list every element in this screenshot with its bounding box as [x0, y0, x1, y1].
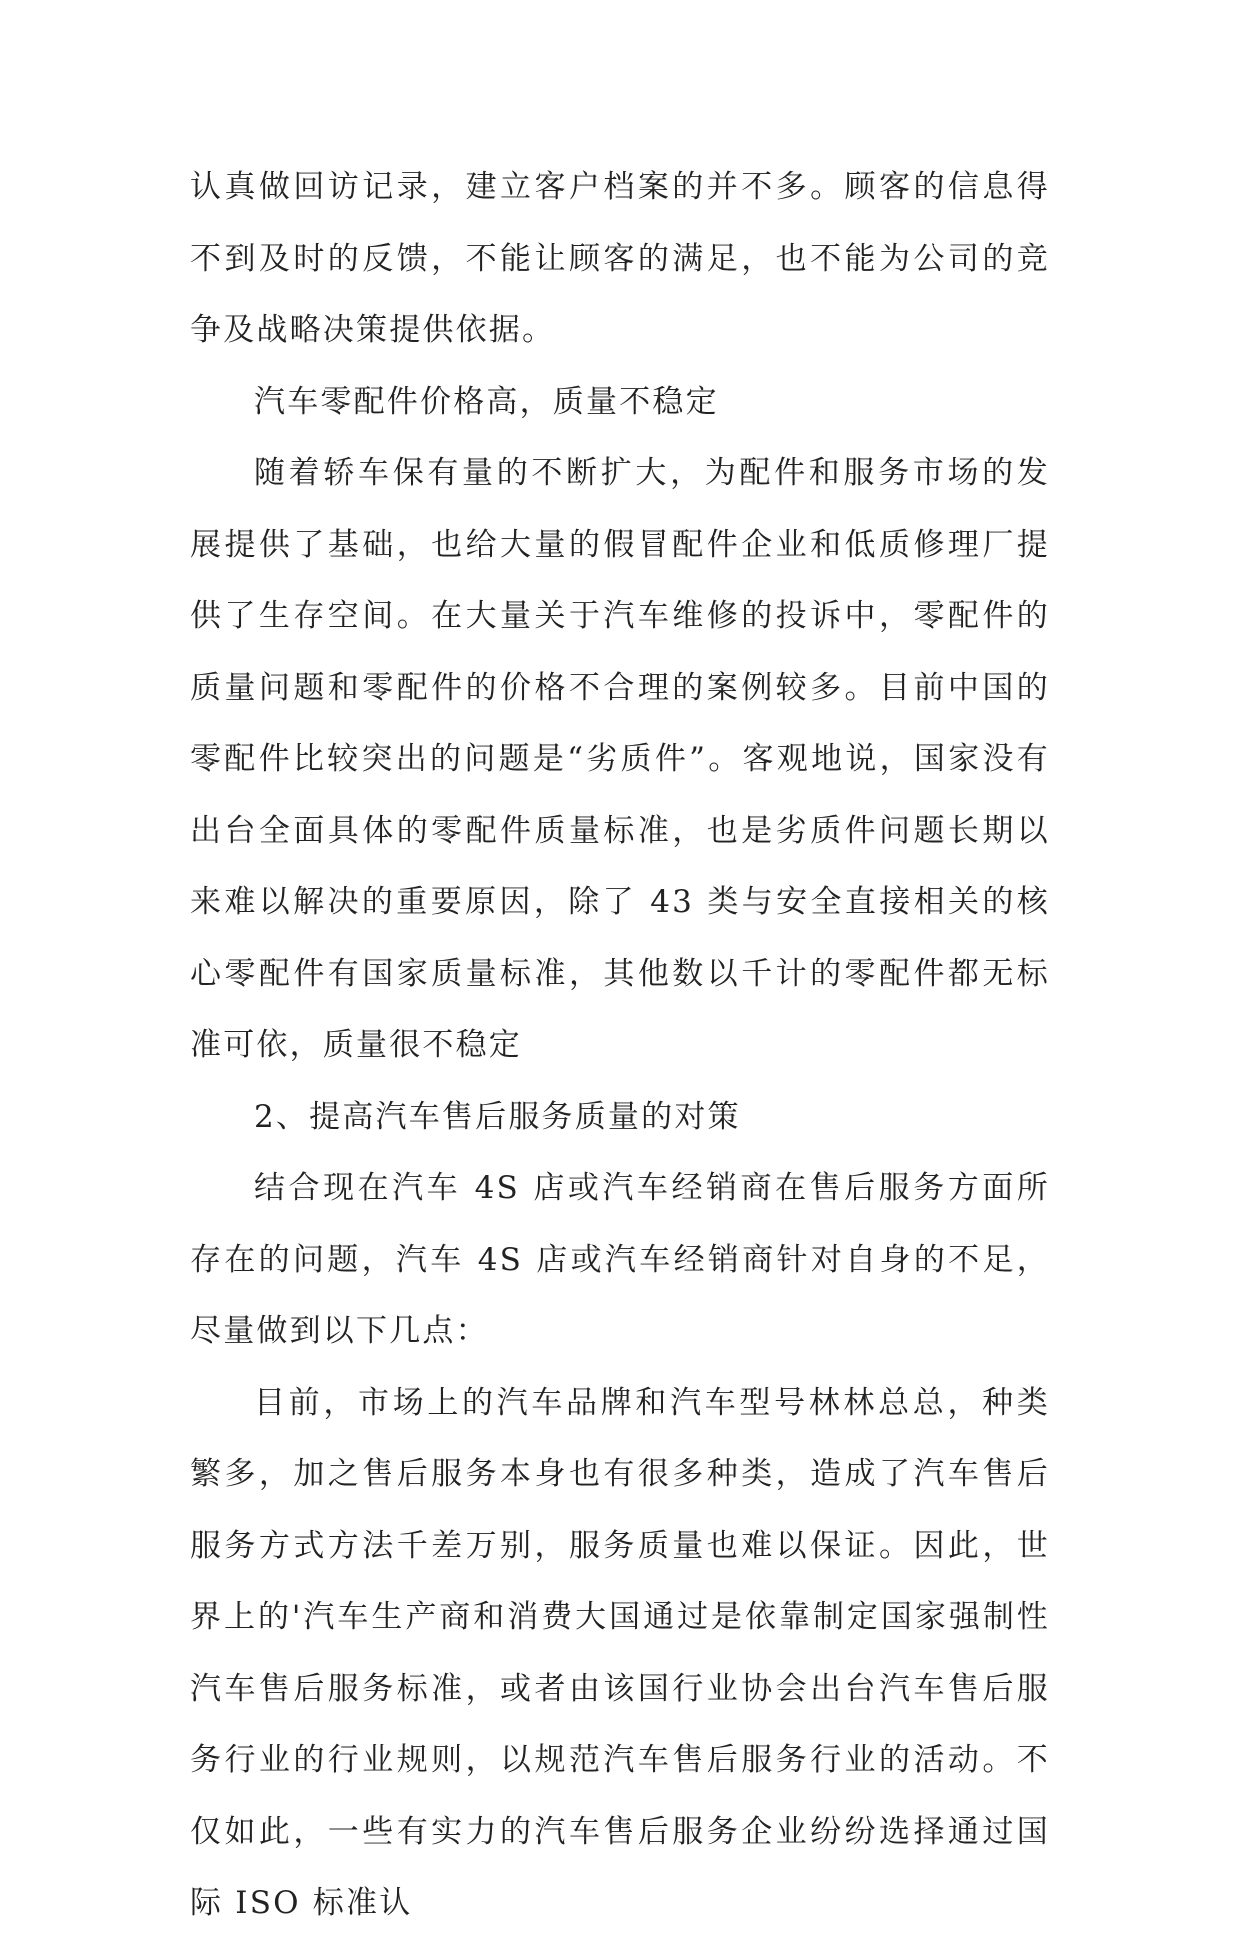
paragraph-parts-quality: 随着轿车保有量的不断扩大，为配件和服务市场的发展提供了基础，也给大量的假冒配件企业和低质修理厂提供了生存空间。在大量关于汽车维修的投诉中，零配件的质量问题和零配件的价格不合理的案例较多。目前中国的零配件比较突出的问题是“劣质件”。客观地说，国家没有出台全面具体的零配件质量标准，也是劣质件问题长期以来难以解决的重要原因，除了 43 类与安全直接相关的核心零配件有国家质量标准，其他数以千计的零配件都无标准可依，质量很不稳定 — [190, 455, 1050, 1063]
paragraph-service-standards: 目前，市场上的汽车品牌和汽车型号林林总总，种类繁多，加之售后服务本身也有很多种类，造成了汽车售后服务方式方法千差万别，服务质量也难以保证。因此，世界上的'汽车生产商和消费大国通过是依靠制定国家强制性汽车售后服务标准，或者由该国行业协会出台汽车售后服务行业的行业规则，以规范汽车售后服务行业的活动。不仅如此，一些有实力的汽车售后服务企业纷纷选择通过国际 ISO 标准认 — [190, 1384, 1050, 1921]
paragraph-intro-countermeasures: 结合现在汽车 4S 店或汽车经销商在售后服务方面所存在的问题，汽车 4S 店或汽车经销商针对自身的不足，尽量做到以下几点： — [190, 1170, 1050, 1349]
section-heading-countermeasures: 2、提高汽车售后服务质量的对策 — [254, 1098, 741, 1135]
paragraph-continuation: 认真做回访记录，建立客户档案的并不多。顾客的信息得不到及时的反馈，不能让顾客的满足，也不能为公司的竞争及战略决策提供依据。 — [190, 169, 1050, 348]
section-heading-parts-price: 汽车零配件价格高，质量不稳定 — [254, 383, 719, 420]
document-body — [190, 152, 1050, 1940]
